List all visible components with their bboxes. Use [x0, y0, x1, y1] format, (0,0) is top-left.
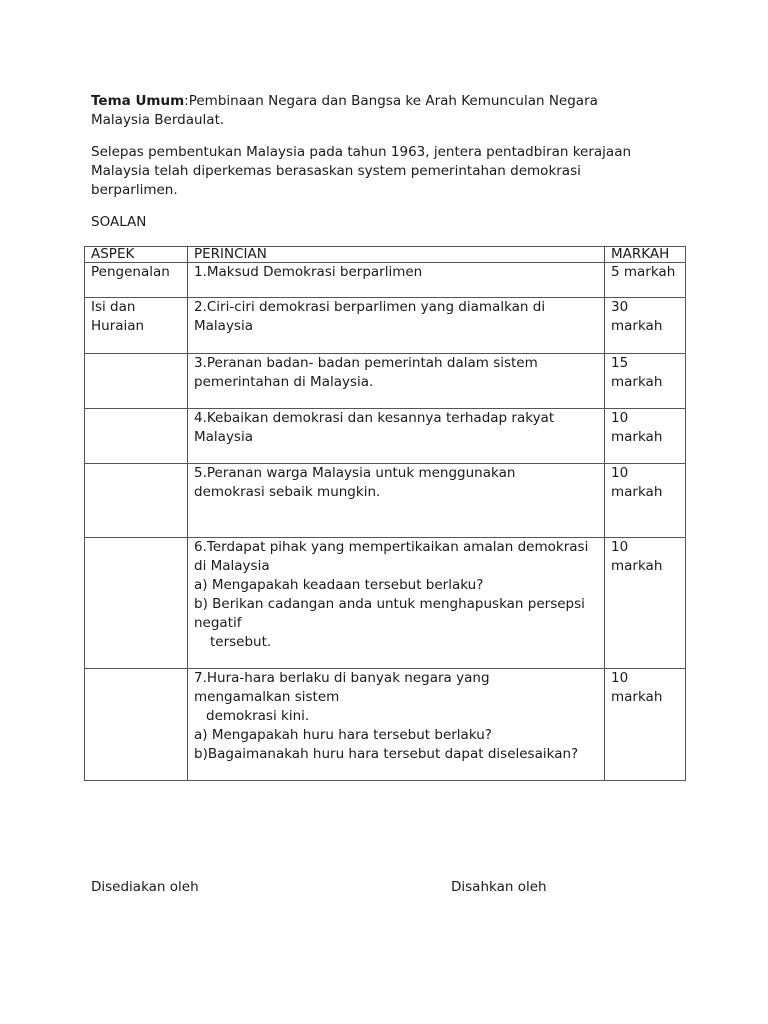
cell-aspek [85, 538, 188, 669]
table-row [85, 464, 686, 538]
cell-text: markah [611, 484, 663, 500]
cell-aspek [85, 263, 188, 298]
cell-text: 5.Peranan warga Malaysia untuk menggunakan [194, 465, 516, 481]
cell-text: markah [611, 374, 663, 390]
cell-markah [605, 263, 686, 298]
table-row [85, 669, 686, 781]
cell-text: 10 [611, 670, 629, 686]
cell-text: markah [611, 558, 663, 574]
table-row [85, 263, 686, 298]
cell-text: 5 markah [611, 264, 676, 280]
question-table [84, 246, 686, 781]
cell-perincian [188, 538, 605, 669]
cell-markah [605, 298, 686, 354]
intro-line-2: Malaysia telah diperkemas berasaskan system pemerintahan demokrasi [91, 163, 581, 179]
cell-text: 15 [611, 355, 629, 371]
cell-perincian [188, 298, 605, 354]
section-title: SOALAN [91, 214, 147, 230]
cell-text: Malaysia [194, 318, 253, 334]
cell-text: Pengenalan [91, 264, 170, 280]
cell-aspek [85, 669, 188, 781]
header-markah: MARKAH [605, 247, 686, 263]
cell-text: mengamalkan sistem [194, 689, 340, 705]
cell-text: 10 [611, 410, 629, 426]
cell-text: 2.Ciri-ciri demokrasi berparlimen yang diamalkan di [194, 299, 546, 315]
intro-line-3: berparlimen. [91, 182, 178, 198]
table-row [85, 409, 686, 464]
cell-perincian [188, 464, 605, 538]
cell-text: 3.Peranan badan- badan pemerintah dalam sistem [194, 355, 538, 371]
intro-paragraph [91, 143, 671, 200]
cell-text: a) Mengapakah huru hara tersebut berlaku? [194, 727, 492, 743]
cell-perincian [188, 669, 605, 781]
header-aspek: ASPEK [85, 247, 188, 263]
cell-text: Malaysia [194, 429, 253, 445]
theme-line-1 [91, 92, 651, 111]
cell-aspek [85, 354, 188, 409]
cell-markah [605, 354, 686, 409]
cell-text: tersebut. [210, 634, 272, 650]
cell-markah [605, 669, 686, 781]
cell-text: 10 [611, 465, 629, 481]
cell-aspek [85, 298, 188, 354]
cell-text: 7.Hura-hara berlaku di banyak negara yang [194, 670, 490, 686]
cell-text: demokrasi sebaik mungkin. [194, 484, 381, 500]
cell-text: markah [611, 689, 663, 705]
cell-aspek [85, 464, 188, 538]
theme-text-2: Malaysia Berdaulat. [91, 112, 225, 128]
intro-line-1: Selepas pembentukan Malaysia pada tahun 1963, jentera pentadbiran kerajaan [91, 144, 632, 160]
cell-text: 1.Maksud Demokrasi berparlimen [194, 264, 423, 280]
cell-text: 30 [611, 299, 629, 315]
cell-perincian [188, 409, 605, 464]
cell-text: markah [611, 429, 663, 445]
cell-text: Isi dan [91, 299, 136, 315]
header-perincian: PERINCIAN [188, 247, 605, 263]
cell-perincian [188, 263, 605, 298]
cell-markah [605, 409, 686, 464]
table-row [85, 354, 686, 409]
cell-text: markah [611, 318, 663, 334]
cell-text: negatif [194, 615, 242, 631]
table-row [85, 298, 686, 354]
cell-markah [605, 538, 686, 669]
cell-text: 6.Terdapat pihak yang mempertikaikan amalan demokrasi [194, 539, 589, 555]
approved-by-label: Disahkan oleh [451, 879, 547, 895]
theme-text-1: :Pembinaan Negara dan Bangsa ke Arah Kemunculan Negara [184, 93, 598, 109]
table-header-row [85, 247, 686, 263]
cell-text: demokrasi kini. [206, 708, 310, 724]
cell-text: a) Mengapakah keadaan tersebut berlaku? [194, 577, 484, 593]
cell-text: 4.Kebaikan demokrasi dan kesannya terhadap rakyat [194, 410, 555, 426]
cell-aspek [85, 409, 188, 464]
cell-perincian [188, 354, 605, 409]
cell-text: b)Bagaimanakah huru hara tersebut dapat diselesaikan? [194, 746, 579, 762]
cell-markah [605, 464, 686, 538]
table-row [85, 538, 686, 669]
theme-heading [91, 92, 651, 130]
cell-text: pemerintahan di Malaysia. [194, 374, 374, 390]
cell-text: b) Berikan cadangan anda untuk menghapuskan persepsi [194, 596, 585, 612]
cell-text: di Malaysia [194, 558, 270, 574]
prepared-by-label: Disediakan oleh [91, 879, 199, 895]
cell-text: Huraian [91, 318, 145, 334]
cell-text: 10 [611, 539, 629, 555]
theme-label: Tema Umum [91, 93, 185, 109]
